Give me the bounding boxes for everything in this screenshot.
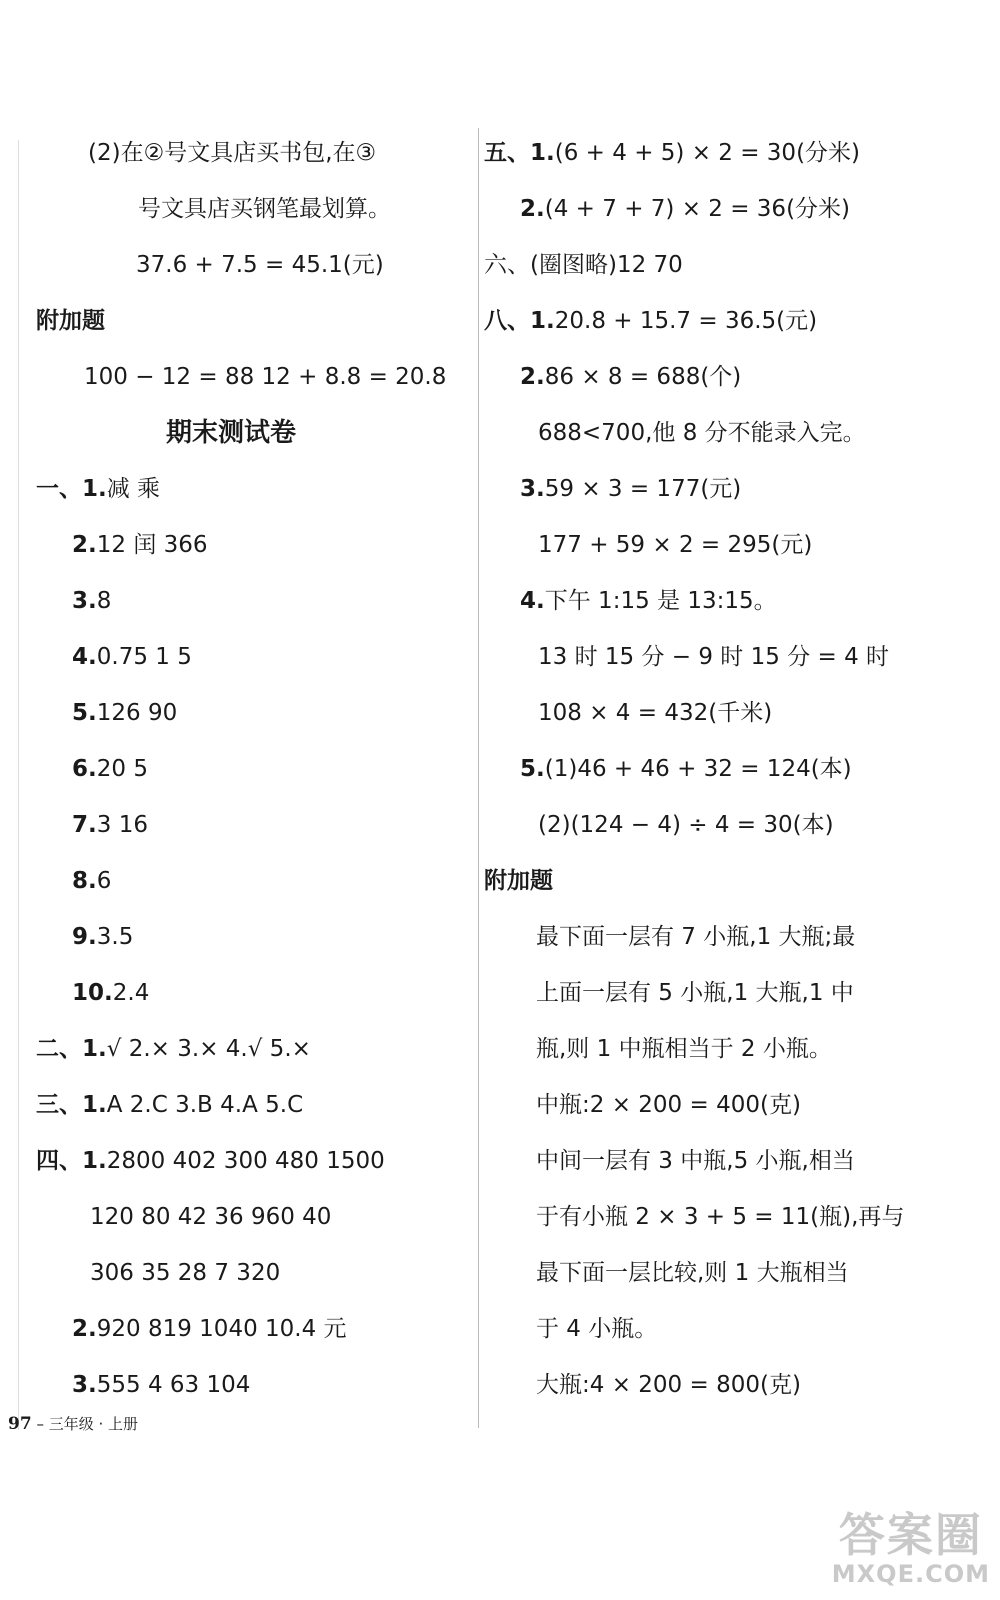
answer-text: 2.4 <box>112 980 150 1006</box>
answer-line <box>72 698 177 728</box>
answer-text: 减 乘 <box>106 476 161 502</box>
item-number: 8. <box>72 868 97 894</box>
item-number: 5. <box>520 756 545 782</box>
item-number: 5. <box>72 700 97 726</box>
answer-line: 最下面一层比较,则 1 大瓶相当 <box>536 1260 849 1286</box>
answer-line: 108 × 4 = 432(千米) <box>538 700 773 726</box>
answer-text: (4 + 7 + 7) × 2 = 36(分米) <box>544 196 851 222</box>
item-number: 2. <box>72 532 97 558</box>
answer-line: 中间一层有 3 中瓶,5 小瓶,相当 <box>536 1148 855 1174</box>
page-number: 97 <box>8 1414 32 1434</box>
answer-line <box>72 866 111 896</box>
answer-line <box>520 586 777 616</box>
answer-line: 306 35 28 7 320 <box>90 1260 281 1286</box>
answer-line: 37.6 + 7.5 = 45.1(元) <box>136 252 384 278</box>
answer-line <box>36 1034 311 1064</box>
answer-line <box>72 978 149 1008</box>
item-number: 2. <box>520 196 545 222</box>
answer-text: 12 闰 366 <box>96 532 208 558</box>
answer-line <box>72 586 111 616</box>
answer-text: 126 90 <box>96 700 178 726</box>
answer-text: 6 <box>96 868 112 894</box>
answer-line: 上面一层有 5 小瓶,1 大瓶,1 中 <box>536 980 854 1006</box>
answer-line <box>72 810 148 840</box>
answer-line <box>72 922 133 952</box>
answer-text: 20 5 <box>96 756 148 782</box>
answer-text: 8 <box>96 588 112 614</box>
answer-text: 下午 1:15 是 13:15。 <box>544 588 777 614</box>
item-number: 四、1. <box>36 1148 107 1174</box>
answer-line <box>520 194 850 224</box>
item-number: 八、1. <box>484 308 555 334</box>
item-number: 一、1. <box>36 476 107 502</box>
item-number: 9. <box>72 924 97 950</box>
answer-line <box>484 306 817 336</box>
answer-line: 688<700,他 8 分不能录入完。 <box>538 420 866 446</box>
grade-label: 三年级 · 上册 <box>48 1415 139 1433</box>
answer-line <box>72 642 192 672</box>
item-number: 2. <box>520 364 545 390</box>
item-number: 4. <box>520 588 545 614</box>
answer-line <box>484 138 860 168</box>
answer-line <box>72 1314 347 1344</box>
extra-question-heading: 附加题 <box>36 308 105 334</box>
item-number: 3. <box>72 1372 97 1398</box>
answer-text: A 2.C 3.B 4.A 5.C <box>106 1092 304 1118</box>
answer-line: 中瓶:2 × 200 = 400(克) <box>536 1092 801 1118</box>
answer-line: 120 80 42 36 960 40 <box>90 1204 332 1230</box>
answer-line: 六、(圈图略)12 70 <box>484 252 683 278</box>
answer-line: 号文具店买钢笔最划算。 <box>138 196 391 222</box>
extra-question-heading: 附加题 <box>484 868 553 894</box>
answer-text: (6 + 4 + 5) × 2 = 30(分米) <box>554 140 861 166</box>
item-number: 三、1. <box>36 1092 107 1118</box>
answer-line <box>520 754 852 784</box>
answer-text: 2800 402 300 480 1500 <box>106 1148 385 1174</box>
answer-line: 177 + 59 × 2 = 295(元) <box>538 532 813 558</box>
item-number: 五、1. <box>484 140 555 166</box>
answer-line <box>520 362 741 392</box>
item-number: 6. <box>72 756 97 782</box>
item-number: 2. <box>72 1316 97 1342</box>
answer-line <box>36 1090 303 1120</box>
answer-line <box>72 754 148 784</box>
answer-line: 最下面一层有 7 小瓶,1 大瓶;最 <box>536 924 856 950</box>
page-footer <box>8 1413 138 1434</box>
column-divider <box>478 128 479 1428</box>
answer-text: 0.75 1 5 <box>96 644 192 670</box>
answer-line: 100 − 12 = 88 12 + 8.8 = 20.8 <box>84 364 447 390</box>
answer-line: (2)(124 − 4) ÷ 4 = 30(本) <box>538 812 834 838</box>
answer-text: √ 2.× 3.× 4.√ 5.× <box>106 1036 311 1062</box>
item-number: 3. <box>72 588 97 614</box>
answer-text: 86 × 8 = 688(个) <box>544 364 742 390</box>
watermark-logo: 答案圈 <box>838 1508 983 1562</box>
answer-line <box>36 1146 385 1176</box>
answer-line <box>72 1370 250 1400</box>
answer-line: 大瓶:4 × 200 = 800(克) <box>536 1372 801 1398</box>
answer-text: (1)46 + 46 + 32 = 124(本) <box>544 756 852 782</box>
answer-line <box>36 474 160 504</box>
watermark-url: MXQE.COM <box>831 1560 990 1588</box>
item-number: 3. <box>520 476 545 502</box>
answer-text: 3 16 <box>96 812 148 838</box>
answer-line <box>72 530 208 560</box>
item-number: 二、1. <box>36 1036 107 1062</box>
answer-line: 于有小瓶 2 × 3 + 5 = 11(瓶),再与 <box>536 1204 905 1230</box>
answer-line: 瓶,则 1 中瓶相当于 2 小瓶。 <box>536 1036 832 1062</box>
answer-text: 920 819 1040 10.4 元 <box>96 1316 347 1342</box>
answer-text: 20.8 + 15.7 = 36.5(元) <box>554 308 818 334</box>
answer-text: 3.5 <box>96 924 134 950</box>
answer-line: 于 4 小瓶。 <box>536 1316 658 1342</box>
answer-line <box>520 474 741 504</box>
item-number: 10. <box>72 980 113 1006</box>
watermark <box>832 1510 990 1588</box>
footer-separator: – <box>36 1415 44 1433</box>
answer-text: 555 4 63 104 <box>96 1372 251 1398</box>
answer-line: (2)在②号文具店买书包,在③ <box>88 140 377 166</box>
item-number: 4. <box>72 644 97 670</box>
section-title: 期末测试卷 <box>166 418 297 448</box>
answer-line: 13 时 15 分 − 9 时 15 分 = 4 时 <box>538 644 890 670</box>
answer-text: 59 × 3 = 177(元) <box>544 476 742 502</box>
left-margin-line <box>18 140 19 1430</box>
item-number: 7. <box>72 812 97 838</box>
